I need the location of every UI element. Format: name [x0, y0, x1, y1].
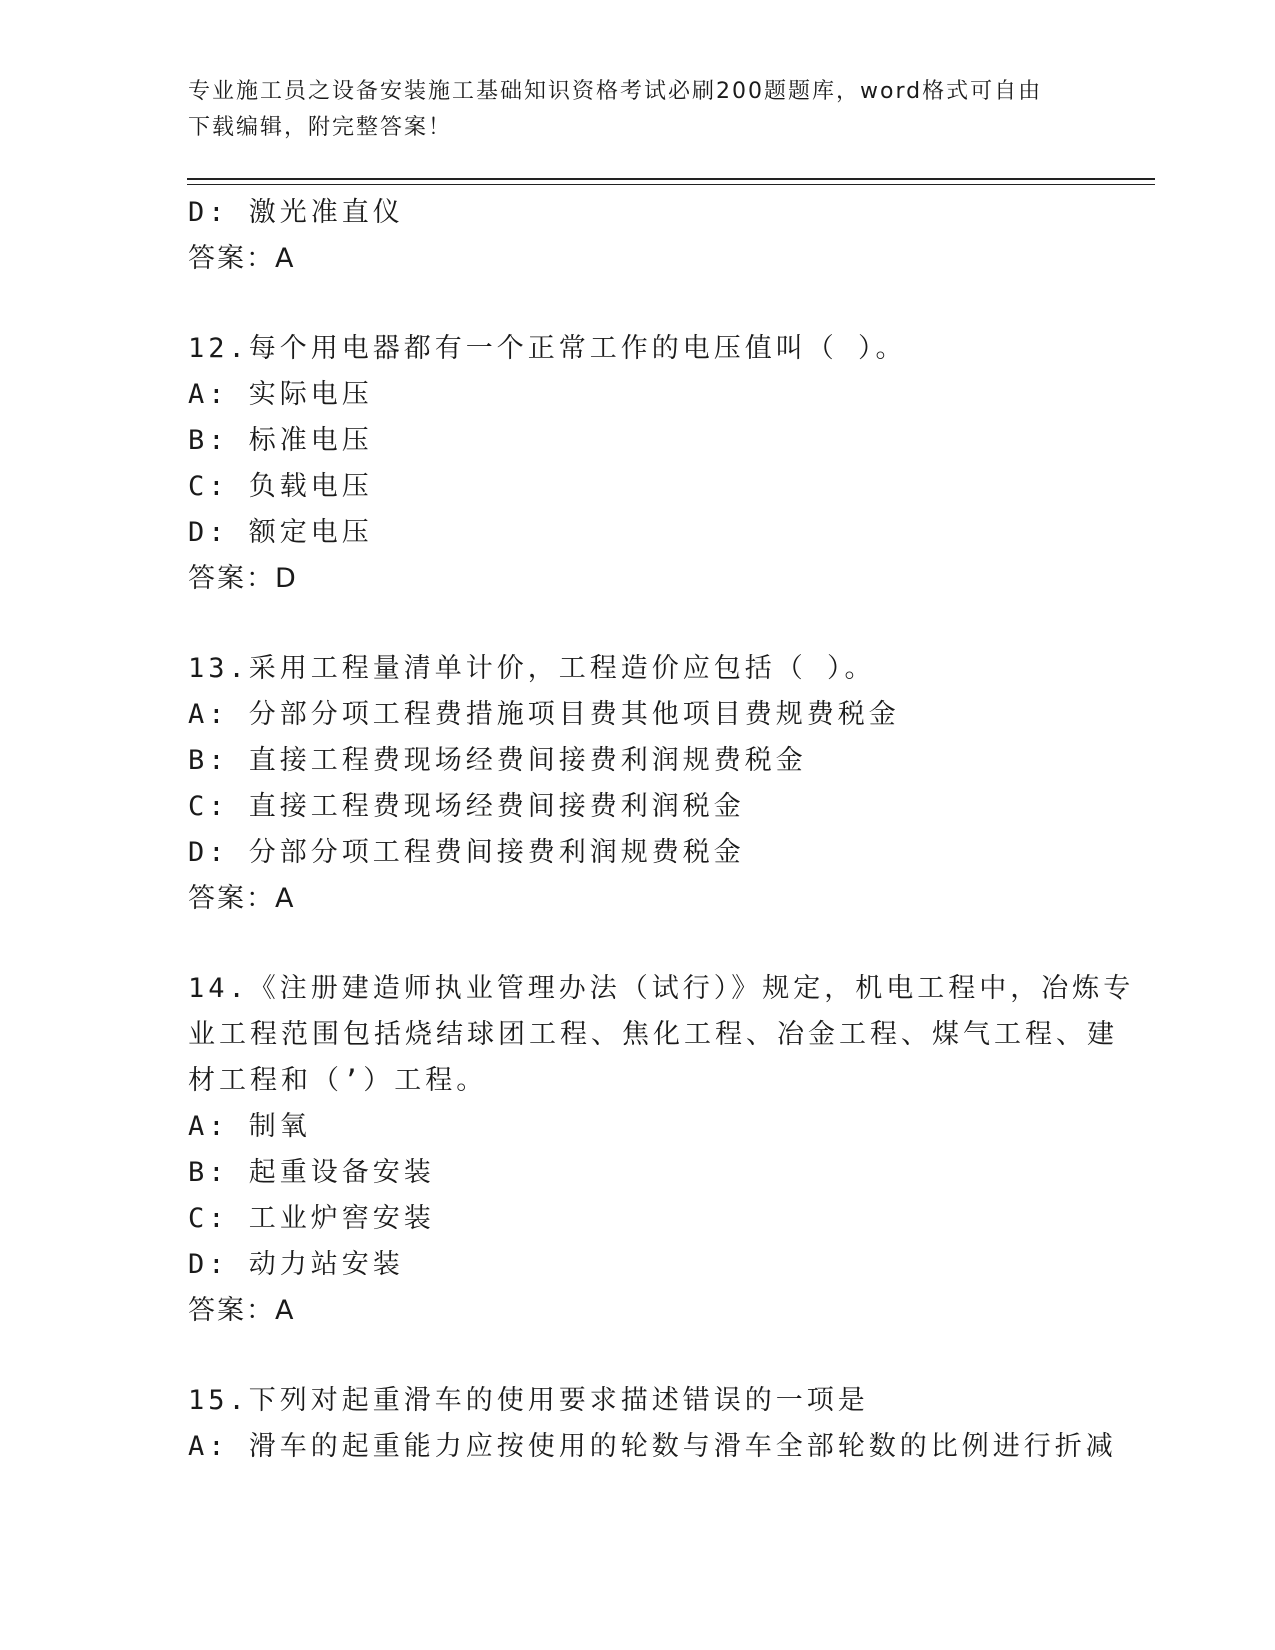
option-c: C: 负载电压	[188, 471, 373, 502]
header-line-2: 下载编辑，附完整答案！	[188, 115, 453, 140]
option-b: B: 直接工程费现场经费间接费利润规费税金	[188, 745, 807, 776]
answer-line: 答案：A	[188, 243, 296, 274]
option-d: D: 分部分项工程费间接费利润规费税金	[188, 837, 745, 868]
question-stem-13: 13.采用工程量清单计价，工程造价应包括（ ）。	[188, 653, 876, 684]
option-b: B: 起重设备安装	[188, 1157, 435, 1188]
option-b: B: 标准电压	[188, 425, 373, 456]
option-d: D: 额定电压	[188, 517, 373, 548]
header-divider-thick	[187, 178, 1155, 180]
header-divider-thin	[187, 184, 1155, 185]
question-stem-12: 12.每个用电器都有一个正常工作的电压值叫（ ）。	[188, 333, 907, 364]
answer-line: 答案：D	[188, 563, 298, 594]
question-stem-14-line-3: 材工程和（’）工程。	[188, 1065, 488, 1096]
question-stem-15: 15.下列对起重滑车的使用要求描述错误的一项是	[188, 1385, 869, 1416]
answer-line: 答案：A	[188, 883, 296, 914]
option-a: A: 滑车的起重能力应按使用的轮数与滑车全部轮数的比例进行折减	[188, 1431, 1117, 1462]
header-line-1: 专业施工员之设备安装施工基础知识资格考试必刷200题题库，word格式可自由	[188, 79, 1043, 104]
option-a: A: 制氧	[188, 1111, 311, 1142]
option-a: A: 分部分项工程费措施项目费其他项目费规费税金	[188, 699, 900, 730]
option-d: D: 激光准直仪	[188, 197, 404, 228]
question-stem-14-line-1: 14.《注册建造师执业管理办法（试行）》规定，机电工程中，冶炼专	[188, 973, 1135, 1004]
answer-line: 答案：A	[188, 1295, 296, 1326]
question-content	[188, 190, 1135, 1470]
option-c: C: 工业炉窖安装	[188, 1203, 435, 1234]
option-c: C: 直接工程费现场经费间接费利润税金	[188, 791, 745, 822]
option-d: D: 动力站安装	[188, 1249, 404, 1280]
question-stem-14-line-2: 业工程范围包括烧结球团工程、焦化工程、冶金工程、煤气工程、建	[188, 1019, 1118, 1050]
document-header	[188, 74, 1088, 146]
option-a: A: 实际电压	[188, 379, 373, 410]
